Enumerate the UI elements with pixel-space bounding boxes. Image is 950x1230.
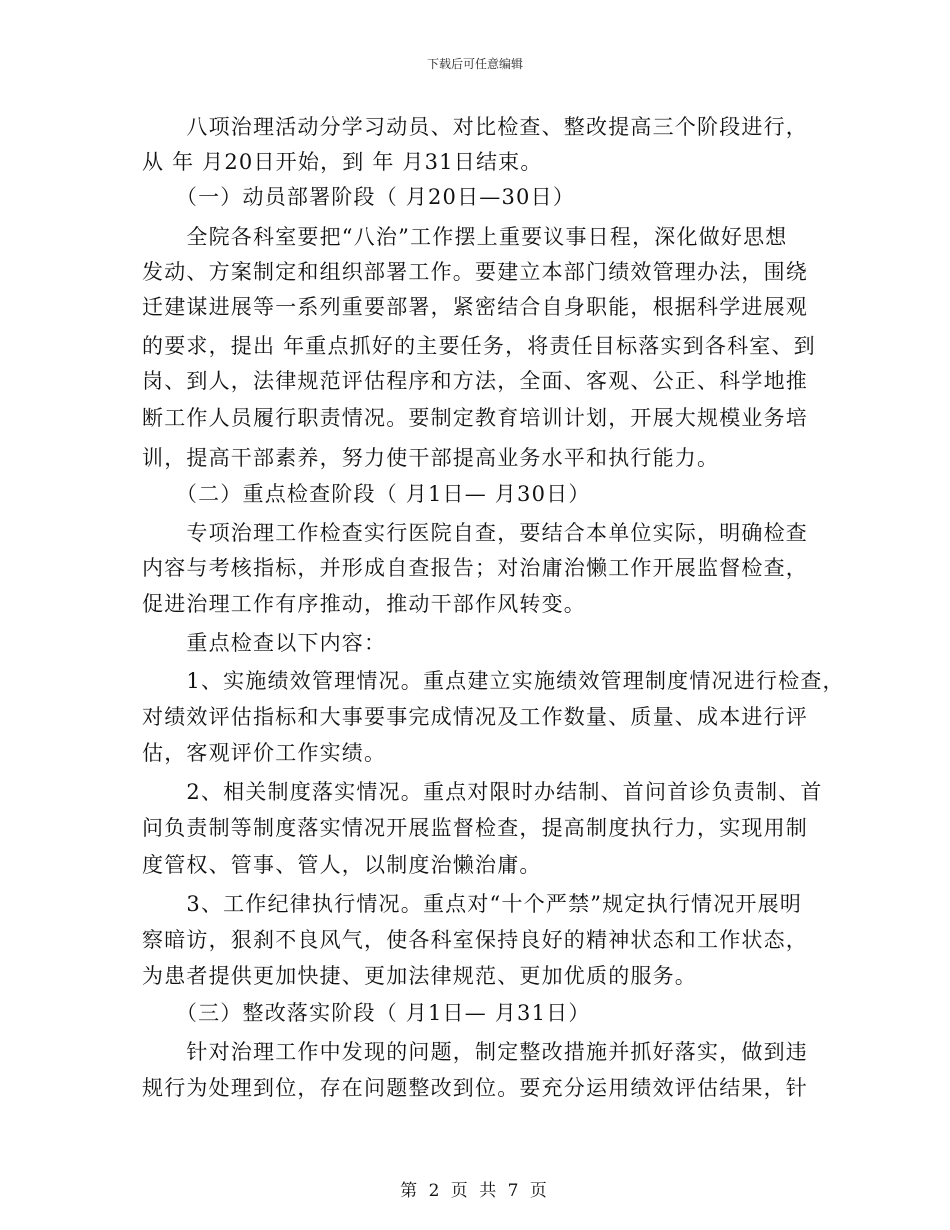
page-footer: 第 2 页 共 7 页 xyxy=(400,1181,550,1201)
section-heading: （一）动员部署阶段（ 月20日—30日） xyxy=(142,185,576,209)
body-line: 训，提高干部素养，努力使干部提高业务水平和执行能力。 xyxy=(142,446,720,470)
page-header: 下载后可任意编辑 xyxy=(426,57,523,71)
body-line: 从 年 月20日开始，到 年 月31日结束。 xyxy=(142,150,543,174)
body-line: 度管权、管事、管人，以制度治懒治庸。 xyxy=(142,853,542,877)
body-line: 岗、到人，法律规范评估程序和方法，全面、客观、公正、科学地推 xyxy=(142,369,808,393)
section-heading: （二）重点检查阶段（ 月1日— 月30日） xyxy=(142,482,591,506)
body-line: 估，客观评价工作实绩。 xyxy=(142,741,387,765)
body-line: 2、相关制度落实情况。重点对限时办结制、首问首诊负责制、首 xyxy=(142,780,823,804)
body-line: 发动、方案制定和组织部署工作。要建立本部门绩效管理办法，围绕 xyxy=(142,260,808,284)
body-line: 内容与考核指标，并形成自查报告；对治庸治懒工作开展监督检查， xyxy=(142,556,808,580)
body-line: 察暗访，狠刹不良风气，使各科室保持良好的精神状态和工作状态， xyxy=(142,928,808,952)
body-line: 针对治理工作中发现的问题，制定整改措施并抓好落实，做到违 xyxy=(142,1040,808,1064)
body-line: 全院各科室要把“八治”工作摆上重要议事日程，深化做好思想 xyxy=(142,225,788,249)
body-line: 3、工作纪律执行情况。重点对“十个严禁”规定执行情况开展明 xyxy=(142,892,803,916)
body-line: 问负责制等制度落实情况开展监督检查，提高制度执行力，实现用制 xyxy=(142,816,808,840)
section-heading: （三）整改落实阶段（ 月1日— 月31日） xyxy=(142,1001,591,1025)
body-line: 对绩效评估指标和大事要事完成情况及工作数量、质量、成本进行评 xyxy=(142,705,808,729)
body-line: 促进治理工作有序推动，推动干部作风转变。 xyxy=(142,592,586,616)
body-line: 的要求，提出 年重点抓好的主要任务，将责任目标落实到各科室、到 xyxy=(142,334,816,358)
body-line: 八项治理活动分学习动员、对比检查、整改提高三个阶段进行， xyxy=(142,115,808,139)
body-line: 重点检查以下内容： xyxy=(142,631,387,655)
body-line: 规行为处理到位，存在问题整改到位。要充分运用绩效评估结果，针 xyxy=(142,1076,808,1100)
body-line: 迁建谋进展等一系列重要部署，紧密结合自身职能，根据科学进展观 xyxy=(142,295,808,319)
body-line: 断工作人员履行职责情况。要制定教育培训计划，开展大规模业务培 xyxy=(142,406,808,430)
body-line: 1、实施绩效管理情况。重点建立实施绩效管理制度情况进行检查， xyxy=(142,669,845,693)
body-line: 专项治理工作检查实行医院自查，要结合本单位实际，明确检查 xyxy=(142,521,808,545)
body-line: 为患者提供更加快捷、更加法律规范、更加优质的服务。 xyxy=(142,964,697,988)
